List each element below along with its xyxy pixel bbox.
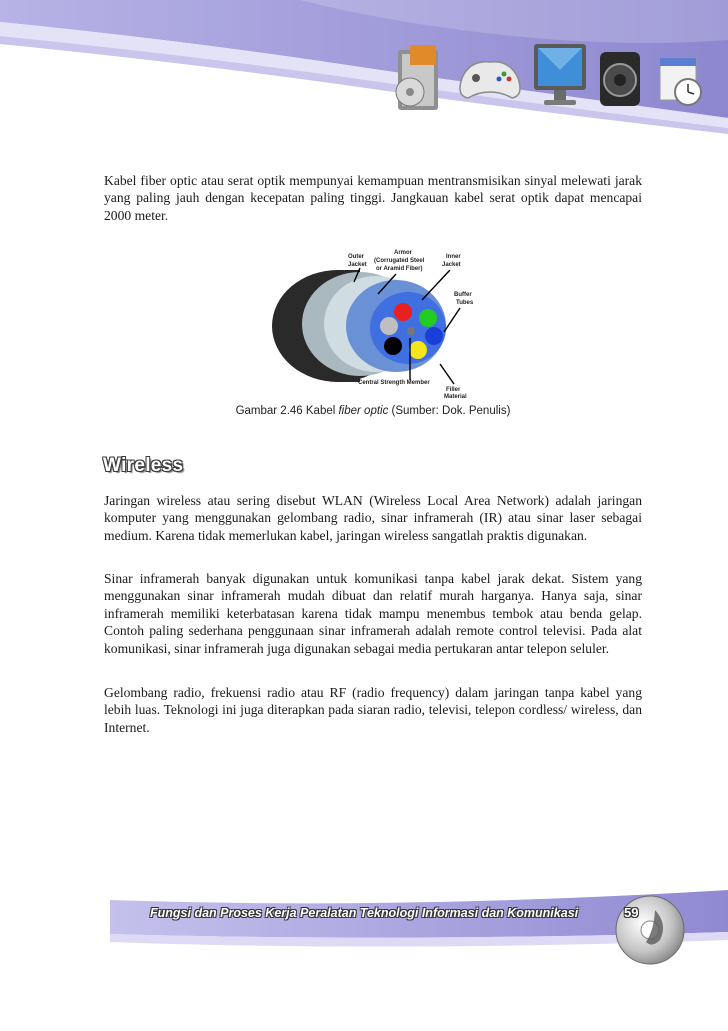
footer-banner [0,870,728,1031]
label-inner-jacket-1: Inner [446,254,461,260]
label-armor-1: Armor [394,250,413,256]
calendar-clock-icon [660,58,701,105]
label-filler-1: Filler [446,387,461,393]
caption-prefix: Gambar 2.46 Kabel [235,405,339,417]
label-outer-jacket-1: Outer [348,254,365,260]
label-inner-jacket-2: Jacket [442,262,461,268]
paragraph-radio: Gelombang radio, frekuensi radio atau RF (radio frequency) dalam jaringan tanpa kabel yang lebih luas. Teknologi ini juga diterapkan pada siaran radio, televisi, telepon cordless/ wireless, dan Internet. [104,685,642,735]
label-armor-3: or Aramid Fiber) [376,266,423,272]
label-buffer-tubes-2: Tubes [456,300,474,306]
label-armor-2: (Corrugated Steel [374,258,425,264]
paragraph-wlan: Jaringan wireless atau sering disebut WLAN (Wireless Local Area Network) adalah jaringan komputer yang menggunakan gelombang radio, sinar inframerah (IR) atau sinar laser sebagai medium. Karena tidak memerlukan kabel, jaringan wireless sangatlah praktis digunakan. [104,493,642,543]
speaker-icon [600,52,640,106]
header-banner [0,0,728,160]
label-outer-jacket-2: Jacket [348,262,367,268]
page-number: 59 [624,905,639,920]
yellow-buffer-tube [409,341,427,359]
section-title: Wireless [103,455,184,476]
cable-cross-section [272,270,446,382]
caption-suffix: (Sumber: Dok. Penulis) [388,405,511,417]
footer-book-title: Fungsi dan Proses Kerja Peralatan Teknologi Informasi dan Komunikasi [150,906,579,920]
paragraph-infrared: Sinar inframerah banyak digunakan untuk komunikasi tanpa kabel jarak dekat. Sistem yang menggunakan sinar inframerah mudah dibuat dan relatif murah harganya. Hanya saja, sinar inframerah memiliki keterbatasan karena tidak mampu menembus tembok atau benda gelap. Contoh paling sederhana penggunaan sinar inframerah adalah remote control televisi. Pada alat komunikasi, sinar inframerah juga digunakan sebagai media pertukaran antar telepon seluler. [104,571,642,656]
fiber-optic-figure [260,246,480,402]
gamepad-icon [460,62,520,98]
central-strength-member [407,327,415,335]
figure-caption [104,405,642,417]
intro-paragraph: Kabel fiber optic atau serat optik mempunyai kemampuan mentransmisikan sinyal melewati jarak yang paling jauh dengan kecepatan paling tinggi. Jangkauan kabel serat optik dapat mencapai 2000 meter. [104,173,642,223]
caption-italic: fiber optic [338,405,389,417]
green-buffer-tube [419,309,437,327]
black-buffer-tube [384,337,402,355]
label-central-strength: Central Strength Member [358,380,430,386]
label-filler-2: Material [444,394,467,400]
software-box-icon [396,45,438,110]
label-buffer-tubes-1: Buffer [454,292,472,298]
gray-buffer-tube [380,317,398,335]
blue-buffer-tube [425,327,443,345]
red-buffer-tube [394,303,412,321]
